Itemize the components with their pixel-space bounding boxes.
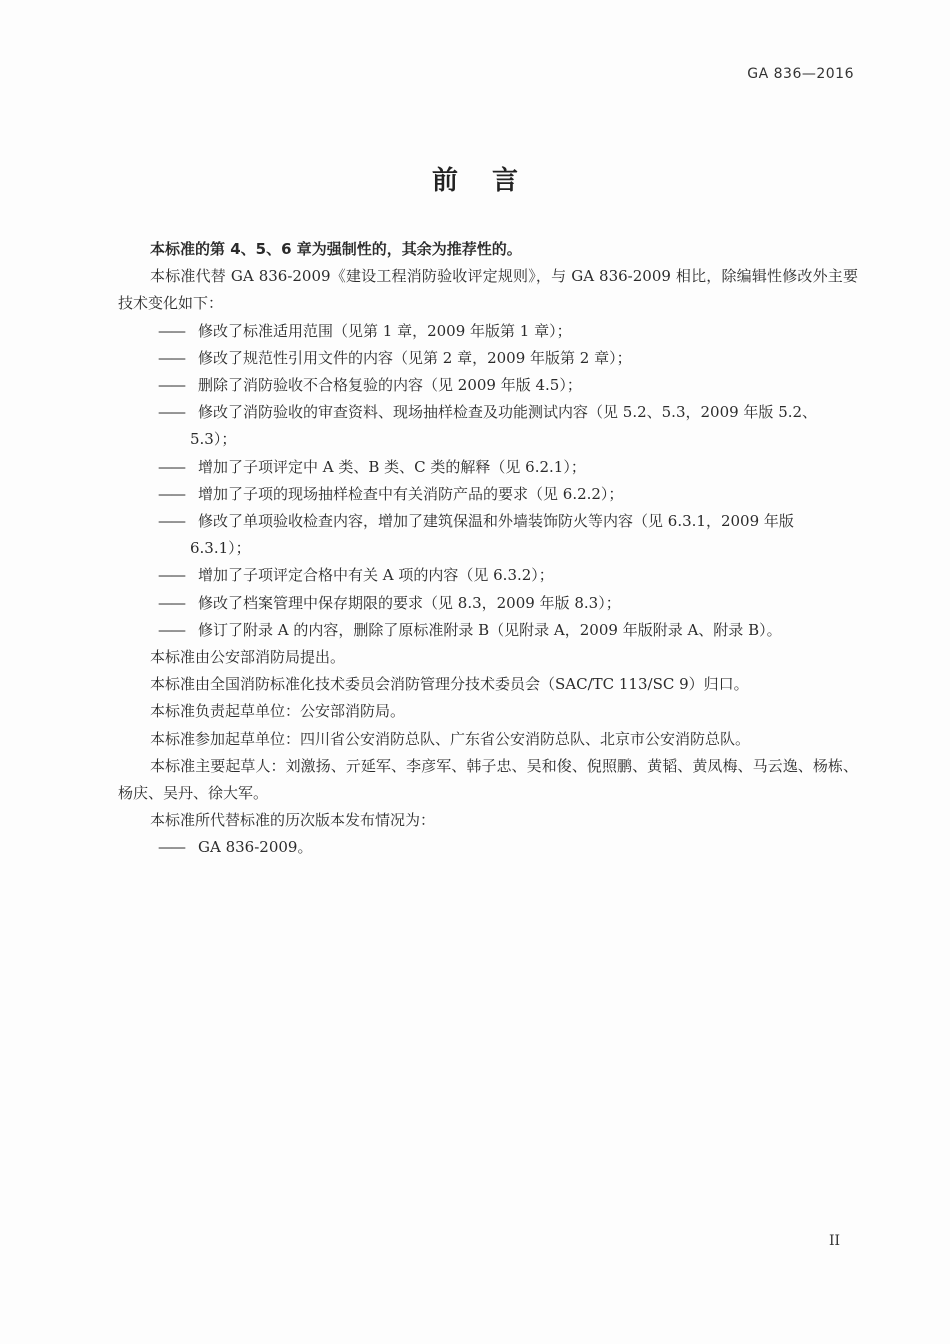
change-item-text: 修改了档案管理中保存期限的要求（见 8.3，2009 年版 8.3）；: [198, 593, 621, 612]
history-item: [118, 834, 858, 861]
change-item-text: 修改了消防验收的审查资料、现场抽样检查及功能测试内容（见 5.2、5.3，2009 年版 5.2、5.3）；: [190, 403, 818, 449]
dash-mark: ——: [158, 376, 184, 395]
dash-mark: ——: [158, 566, 184, 585]
page-title: 前言: [431, 166, 552, 196]
page-number: II: [828, 1233, 840, 1249]
change-item: [118, 399, 858, 453]
change-item: [118, 508, 858, 562]
change-item-text: 增加了子项评定中 A 类、B 类、C 类的解释（见 6.2.1）；: [198, 457, 586, 476]
dash-mark: ——: [158, 484, 184, 503]
change-item: [118, 562, 858, 589]
change-item-text: 修改了单项验收检查内容，增加了建筑保温和外墙装饰防火等内容（见 6.3.1，2009 年版 6.3.1）；: [190, 512, 794, 558]
change-item-text: 删除了消防验收不合格复验的内容（见 2009 年版 4.5）；: [198, 376, 582, 395]
change-item: [118, 617, 858, 644]
dash-mark: ——: [158, 593, 184, 612]
change-item-text: 修改了标准适用范围（见第 1 章，2009 年版第 1 章）；: [198, 321, 572, 340]
change-item: [118, 481, 858, 508]
change-item-text: 增加了子项的现场抽样检查中有关消防产品的要求（见 6.2.2）；: [198, 484, 624, 503]
change-item: [118, 372, 858, 399]
mandatory-paragraph: 本标准的第 4、5、6 章为强制性的，其余为推荐性的。: [150, 240, 522, 258]
change-item-text: 修改了规范性引用文件的内容（见第 2 章，2009 年版第 2 章）；: [198, 348, 632, 367]
dash-mark: ——: [158, 838, 184, 857]
change-item-text: 修订了附录 A 的内容，删除了原标准附录 B（见附录 A，2009 年版附录 A、附录 B）。: [198, 620, 782, 639]
history-item-text: GA 836-2009。: [198, 838, 313, 857]
change-item: [118, 454, 858, 481]
foreword-body: [118, 236, 858, 862]
change-item: [118, 590, 858, 617]
drafting-lead-paragraph: 本标准负责起草单位：公安部消防局。: [150, 702, 406, 721]
drafters-paragraph: 本标准主要起草人：刘激扬、亓延军、李彦军、韩子忠、吴和俊、倪照鹏、黄韬、黄凤梅、马云逸、杨栋、杨庆、吴丹、徐大军。: [118, 756, 858, 803]
change-item: [118, 318, 858, 345]
dash-mark: ——: [158, 321, 184, 340]
drafting-participants-paragraph: 本标准参加起草单位：四川省公安消防总队、广东省公安消防总队、北京市公安消防总队。: [150, 729, 751, 748]
change-item: [118, 345, 858, 372]
dash-mark: ——: [158, 512, 184, 531]
history-intro-paragraph: 本标准所代替标准的历次版本发布情况为：: [150, 811, 436, 830]
proposed-by-paragraph: 本标准由公安部消防局提出。: [150, 648, 346, 667]
dash-mark: ——: [158, 620, 184, 639]
dash-mark: ——: [158, 457, 184, 476]
document-code: GA 836—2016: [747, 66, 854, 82]
change-item-text: 增加了子项评定合格中有关 A 项的内容（见 6.3.2）；: [198, 566, 554, 585]
dash-mark: ——: [158, 348, 184, 367]
centralized-by-paragraph: 本标准由全国消防标准化技术委员会消防管理分技术委员会（SAC/TC 113/SC 9）归口。: [150, 675, 749, 694]
replace-paragraph: 本标准代替 GA 836-2009《建设工程消防验收评定规则》，与 GA 836-2009 相比，除编辑性修改外主要技术变化如下：: [118, 267, 858, 313]
dash-mark: ——: [158, 403, 184, 422]
